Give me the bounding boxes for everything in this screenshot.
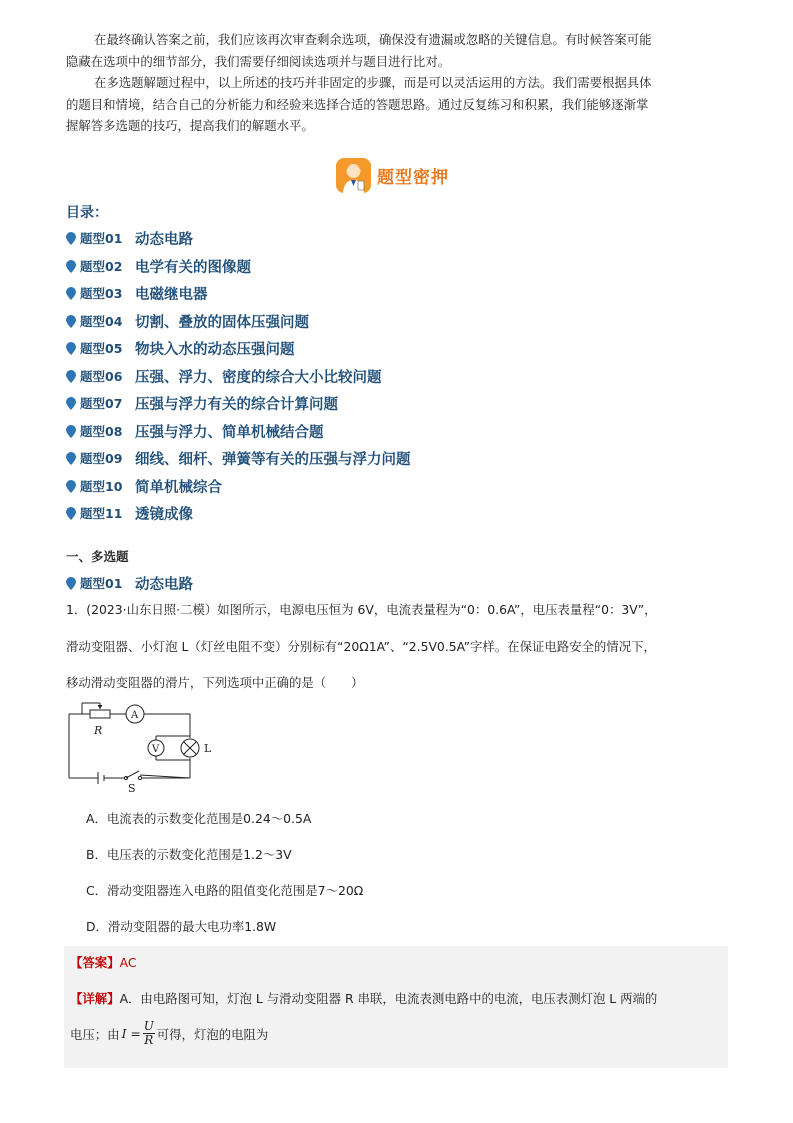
question-type-num: 题型01 [80,576,123,591]
answer-tag: 【答案】 [70,955,120,970]
toc-item-num: 题型07 [80,396,123,411]
toc-item-11[interactable] [66,503,193,523]
toc-item-label: 细线、细杆、弹簧等有关的压强与浮力问题 [135,451,411,468]
toc-item-05[interactable] [66,338,295,358]
intro-p1-line1: 在最终确认答案之前，我们应该再次审查剩余选项，确保没有遗漏或忽略的关键信息。有时候答案可能 [94,32,652,47]
toc-item-num: 题型03 [80,286,123,301]
toc-item-08[interactable] [66,421,324,441]
toc-item-num: 题型02 [80,259,123,274]
location-pin-icon [66,287,76,300]
intro-p1-line2: 隐藏在选项中的细节部分，我们需要仔细阅读选项并与题目进行比对。 [66,53,451,69]
toc-item-num: 题型08 [80,424,123,439]
question-line-2: 滑动变阻器、小灯泡 L（灯丝电阻不变）分别标有“20Ω1A”、“2.5V0.5A”字样。在保证电路安全的情况下， [66,639,656,654]
toc-item-num: 题型11 [80,506,123,521]
toc-item-06[interactable] [66,366,382,386]
banner-title: 题型密押 [377,167,449,188]
formula-numerator: U [143,1019,154,1033]
toc-item-label: 切割、叠放的固体压强问题 [135,314,309,331]
location-pin-icon [66,480,76,493]
toc-item-label: 电学有关的图像题 [135,259,251,276]
circuit-diagram [64,700,234,796]
toc-item-label: 透镜成像 [135,506,193,523]
intro-paragraph-1 [66,29,732,72]
toc-item-num: 题型05 [80,341,123,356]
intro-paragraph-2 [66,72,732,137]
detail-line-1 [70,989,657,1007]
toc-item-label: 动态电路 [135,231,193,248]
ammeter-label: A [131,710,139,721]
location-pin-icon [66,452,76,465]
voltmeter-label: V [152,744,160,755]
option-c[interactable]: C．滑动变阻器连入电路的阻值变化范围是7～20Ω [86,883,364,898]
toc-item-01[interactable] [66,228,193,248]
toc-item-label: 压强与浮力有关的综合计算问题 [135,396,338,413]
detail-text-1: A．由电路图可知，灯泡 L 与滑动变阻器 R 串联，电流表测电路中的电流，电压表测灯泡 L 两端的 [119,991,658,1006]
detail-line-2 [70,1020,268,1047]
section-title: 一、多选题 [66,549,129,564]
question-line-3: 移动滑动变阻器的滑片，下列选项中正确的是（ ） [66,675,364,690]
intro-p2-line1: 在多选题解题过程中，以上所述的技巧并非固定的步骤，而是可以灵活运用的方法。我们需要根据具体 [94,75,652,90]
toc-item-label: 电磁继电器 [135,286,208,303]
location-pin-icon [66,342,76,355]
detail-tag: 【详解】 [70,991,120,1006]
toc-item-09[interactable] [66,448,411,468]
location-pin-icon [66,315,76,328]
toc-item-num: 题型09 [80,451,123,466]
answer-line [70,953,136,971]
option-b[interactable]: B．电压表的示数变化范围是1.2～3V [86,847,292,862]
toc-item-10[interactable] [66,476,222,496]
switch-label: S [128,782,136,795]
rheostat-label: R [94,724,103,737]
detail-text-2-pre: 电压；由 [70,1026,120,1042]
location-pin-icon [66,232,76,245]
section-banner [336,157,449,193]
question-type-heading [66,573,193,593]
toc-item-03[interactable] [66,283,208,303]
answer-box [64,946,728,1068]
formula-lhs: I = [121,1026,141,1041]
student-avatar-icon [336,158,371,193]
toc-item-label: 压强、浮力、密度的综合大小比较问题 [135,369,382,386]
toc-item-num: 题型10 [80,479,123,494]
toc-title: 目录： [66,205,108,221]
location-pin-icon [66,577,76,590]
question-line-1: 1．(2023·山东日照·二模）如图所示，电源电压恒为 6V，电流表量程为“0：0.6A”，电压表量程“0：3V”， [66,602,657,617]
detail-text-2-post: 可得，灯泡的电阻为 [156,1026,269,1042]
question-type-label: 动态电路 [135,576,193,593]
option-d[interactable]: D．滑动变阻器的最大电功率1.8W [86,919,277,934]
answer-value: AC [119,955,137,970]
location-pin-icon [66,507,76,520]
toc-item-label: 压强与浮力、简单机械结合题 [135,424,324,441]
toc-item-02[interactable] [66,256,251,276]
toc-item-num: 题型06 [80,369,123,384]
lamp-label: L [204,742,212,755]
toc-item-num: 题型01 [80,231,123,246]
intro-p2-line3: 握解答多选题的技巧，提高我们的解题水平。 [66,118,314,133]
option-a[interactable]: A．电流表的示数变化范围是0.24～0.5A [86,811,312,826]
intro-p2-line2: 的题目和情境，结合自己的分析能力和经验来选择合适的答题思路。通过反复练习和积累，我们能够逐渐掌 [66,96,649,112]
formula-denominator: R [144,1033,154,1047]
location-pin-icon [66,260,76,273]
toc-item-04[interactable] [66,311,309,331]
toc-item-num: 题型04 [80,314,123,329]
formula-fraction [143,1020,155,1047]
location-pin-icon [66,425,76,438]
location-pin-icon [66,397,76,410]
toc-item-label: 简单机械综合 [135,479,222,496]
toc-item-label: 物块入水的动态压强问题 [135,341,295,358]
toc-item-07[interactable] [66,393,338,413]
location-pin-icon [66,370,76,383]
